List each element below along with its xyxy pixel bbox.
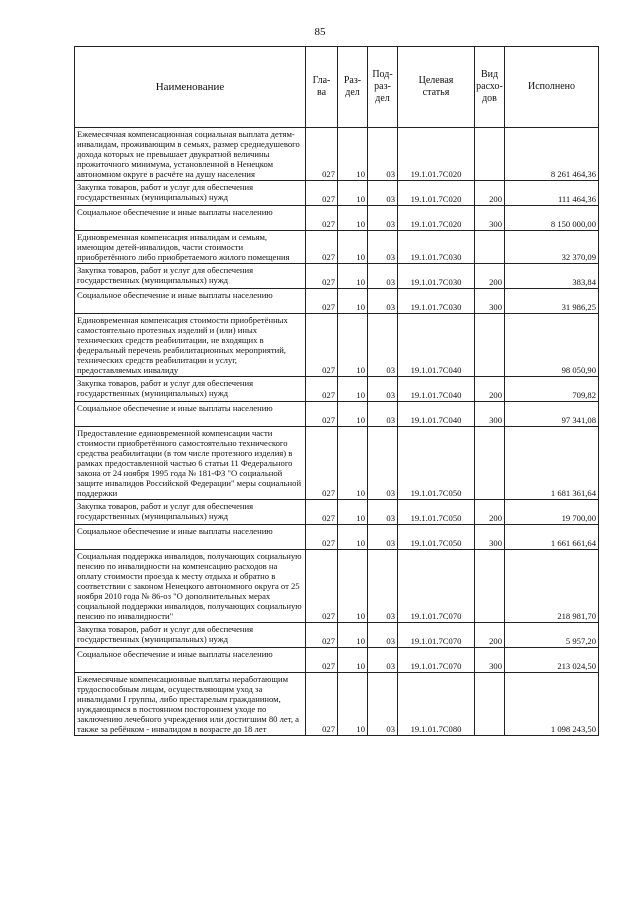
cell-razdel: 10 (338, 623, 368, 648)
cell-razdel: 10 (338, 289, 368, 314)
cell-target: 19.1.01.7С040 (398, 314, 475, 377)
cell-name: Закупка товаров, работ и услуг для обеспечения государственных (муниципальных) нужд (75, 500, 306, 525)
cell-type: 300 (475, 289, 505, 314)
table-row (75, 377, 599, 402)
table-row (75, 525, 599, 550)
cell-name: Закупка товаров, работ и услуг для обеспечения государственных (муниципальных) нужд (75, 377, 306, 402)
cell-podrazdel: 03 (368, 181, 398, 206)
cell-razdel: 10 (338, 427, 368, 500)
cell-target: 19.1.01.7С020 (398, 181, 475, 206)
header-amount: Исполнено (505, 47, 599, 128)
cell-glava: 027 (306, 500, 338, 525)
table-row (75, 289, 599, 314)
cell-name: Социальное обеспечение и иные выплаты населению (75, 525, 306, 550)
cell-razdel: 10 (338, 377, 368, 402)
cell-glava: 027 (306, 231, 338, 264)
cell-type: 200 (475, 623, 505, 648)
table-row (75, 550, 599, 623)
header-podrazdel: Под- раз- дел (368, 47, 398, 128)
cell-glava: 027 (306, 206, 338, 231)
cell-name: Ежемесячная компенсационная социальная выплата детям-инвалидам, проживающим в семьях, размер среднедушевого дохода которых не превышает двукратной величины прожиточного минимума, установленной в Ненецком автономном округе в расчёте на душу населения (75, 128, 306, 181)
cell-target: 19.1.01.7С040 (398, 377, 475, 402)
cell-amount: 32 370,09 (505, 231, 599, 264)
cell-glava: 027 (306, 181, 338, 206)
cell-target: 19.1.01.7С040 (398, 402, 475, 427)
cell-target: 19.1.01.7С030 (398, 289, 475, 314)
cell-name: Социальное обеспечение и иные выплаты населению (75, 648, 306, 673)
cell-razdel: 10 (338, 231, 368, 264)
cell-type: 300 (475, 525, 505, 550)
cell-razdel: 10 (338, 128, 368, 181)
cell-type: 200 (475, 264, 505, 289)
expenditure-table (74, 46, 599, 736)
cell-type: 200 (475, 181, 505, 206)
cell-glava: 027 (306, 525, 338, 550)
cell-target: 19.1.01.7С070 (398, 550, 475, 623)
header-razdel: Раз- дел (338, 47, 368, 128)
cell-podrazdel: 03 (368, 377, 398, 402)
cell-glava: 027 (306, 623, 338, 648)
table-row (75, 314, 599, 377)
table-row (75, 500, 599, 525)
cell-name: Предоставление единовременной компенсации части стоимости приобретённого самостоятельно технического средства реабилитации (в том числе протезного изделия) в рамках предоставленной частью 6 статьи 11 Федерального закона от 24 ноября 1995 года № 181-ФЗ "О социальной защите инвалидов Российской Федерации" меры социальной поддержки (75, 427, 306, 500)
cell-razdel: 10 (338, 525, 368, 550)
cell-name: Закупка товаров, работ и услуг для обеспечения государственных (муниципальных) нужд (75, 181, 306, 206)
table-row (75, 206, 599, 231)
cell-podrazdel: 03 (368, 206, 398, 231)
cell-target: 19.1.01.7С030 (398, 264, 475, 289)
cell-type: 300 (475, 648, 505, 673)
table-row (75, 181, 599, 206)
cell-type (475, 550, 505, 623)
cell-type: 200 (475, 500, 505, 525)
cell-type: 200 (475, 377, 505, 402)
cell-amount: 97 341,08 (505, 402, 599, 427)
cell-name: Социальное обеспечение и иные выплаты населению (75, 289, 306, 314)
table-row (75, 623, 599, 648)
cell-name: Закупка товаров, работ и услуг для обеспечения государственных (муниципальных) нужд (75, 623, 306, 648)
cell-podrazdel: 03 (368, 427, 398, 500)
cell-podrazdel: 03 (368, 623, 398, 648)
cell-name: Социальная поддержка инвалидов, получающих социальную пенсию по инвалидности на компенсацию расходов на оплату стоимости проезда к месту отдыха и обратно в соответствии с законом Ненецкого автономного округа от 25 ноября 2010 года № 86-оз "О дополнительных мерах социальной поддержки инвалидов, получающих социальную пенсию по инвалидности" (75, 550, 306, 623)
cell-podrazdel: 03 (368, 264, 398, 289)
cell-amount: 8 150 000,00 (505, 206, 599, 231)
header-target: Целевая статья (398, 47, 475, 128)
cell-amount: 5 957,20 (505, 623, 599, 648)
cell-name: Единовременная компенсация стоимости приобретённых самостоятельно протезных изделий и (или) иных технических средств реабилитации, не входящих в федеральный перечень реабилитационных мероприятий, технических средств реабилитации и услуг, предоставляемых инвалиду (75, 314, 306, 377)
header-name: Наименование (75, 47, 306, 128)
cell-razdel: 10 (338, 264, 368, 289)
cell-razdel: 10 (338, 314, 368, 377)
cell-glava: 027 (306, 648, 338, 673)
cell-glava: 027 (306, 314, 338, 377)
cell-amount: 31 986,25 (505, 289, 599, 314)
cell-name: Социальное обеспечение и иные выплаты населению (75, 206, 306, 231)
cell-target: 19.1.01.7С050 (398, 525, 475, 550)
cell-glava: 027 (306, 427, 338, 500)
cell-glava: 027 (306, 550, 338, 623)
cell-target: 19.1.01.7С030 (398, 231, 475, 264)
cell-glava: 027 (306, 377, 338, 402)
cell-target: 19.1.01.7С070 (398, 648, 475, 673)
cell-amount: 383,84 (505, 264, 599, 289)
cell-type (475, 427, 505, 500)
cell-razdel: 10 (338, 500, 368, 525)
cell-target: 19.1.01.7С070 (398, 623, 475, 648)
cell-podrazdel: 03 (368, 314, 398, 377)
cell-amount: 213 024,50 (505, 648, 599, 673)
cell-glava: 027 (306, 264, 338, 289)
table-row (75, 402, 599, 427)
cell-target: 19.1.01.7С020 (398, 128, 475, 181)
cell-amount: 19 700,00 (505, 500, 599, 525)
cell-amount: 709,82 (505, 377, 599, 402)
page-number: 85 (314, 26, 326, 38)
cell-type (475, 128, 505, 181)
cell-razdel: 10 (338, 648, 368, 673)
cell-podrazdel: 03 (368, 402, 398, 427)
cell-glava: 027 (306, 673, 338, 736)
cell-amount: 1 681 361,64 (505, 427, 599, 500)
table-row (75, 231, 599, 264)
cell-type: 300 (475, 402, 505, 427)
cell-razdel: 10 (338, 181, 368, 206)
cell-podrazdel: 03 (368, 525, 398, 550)
table-row (75, 673, 599, 736)
cell-type (475, 231, 505, 264)
cell-target: 19.1.01.7С050 (398, 500, 475, 525)
table-row (75, 264, 599, 289)
cell-amount: 8 261 464,36 (505, 128, 599, 181)
cell-glava: 027 (306, 128, 338, 181)
cell-podrazdel: 03 (368, 231, 398, 264)
cell-podrazdel: 03 (368, 128, 398, 181)
cell-name: Ежемесячные компенсационные выплаты неработающим трудоспособным лицам, осуществляющим уход за инвалидами I группы, либо престарелым гражданином, нуждающимся в постоянном постороннем уходе по заключению лечебного учреждения или достигшим 80 лет, а также за ребёнком - инвалидом в возрасте до 18 лет (75, 673, 306, 736)
cell-target: 19.1.01.7С020 (398, 206, 475, 231)
cell-target: 19.1.01.7С050 (398, 427, 475, 500)
cell-amount: 1 098 243,50 (505, 673, 599, 736)
cell-amount: 98 050,90 (505, 314, 599, 377)
cell-glava: 027 (306, 402, 338, 427)
cell-razdel: 10 (338, 550, 368, 623)
cell-razdel: 10 (338, 206, 368, 231)
table-row (75, 427, 599, 500)
table-row (75, 128, 599, 181)
table-row (75, 648, 599, 673)
cell-type (475, 314, 505, 377)
header-glava: Гла- ва (306, 47, 338, 128)
cell-podrazdel: 03 (368, 500, 398, 525)
table-header-row (75, 47, 599, 128)
cell-name: Единовременная компенсация инвалидам и семьям, имеющим детей-инвалидов, части стоимости приобретённого либо приобретаемого жилого помещения (75, 231, 306, 264)
cell-amount: 1 661 661,64 (505, 525, 599, 550)
cell-podrazdel: 03 (368, 648, 398, 673)
cell-razdel: 10 (338, 402, 368, 427)
cell-razdel: 10 (338, 673, 368, 736)
cell-type (475, 673, 505, 736)
cell-amount: 218 981,70 (505, 550, 599, 623)
cell-target: 19.1.01.7С080 (398, 673, 475, 736)
cell-podrazdel: 03 (368, 550, 398, 623)
cell-name: Закупка товаров, работ и услуг для обеспечения государственных (муниципальных) нужд (75, 264, 306, 289)
cell-amount: 111 464,36 (505, 181, 599, 206)
cell-name: Социальное обеспечение и иные выплаты населению (75, 402, 306, 427)
header-type: Вид расхо- дов (475, 47, 505, 128)
cell-glava: 027 (306, 289, 338, 314)
cell-podrazdel: 03 (368, 673, 398, 736)
cell-type: 300 (475, 206, 505, 231)
cell-podrazdel: 03 (368, 289, 398, 314)
